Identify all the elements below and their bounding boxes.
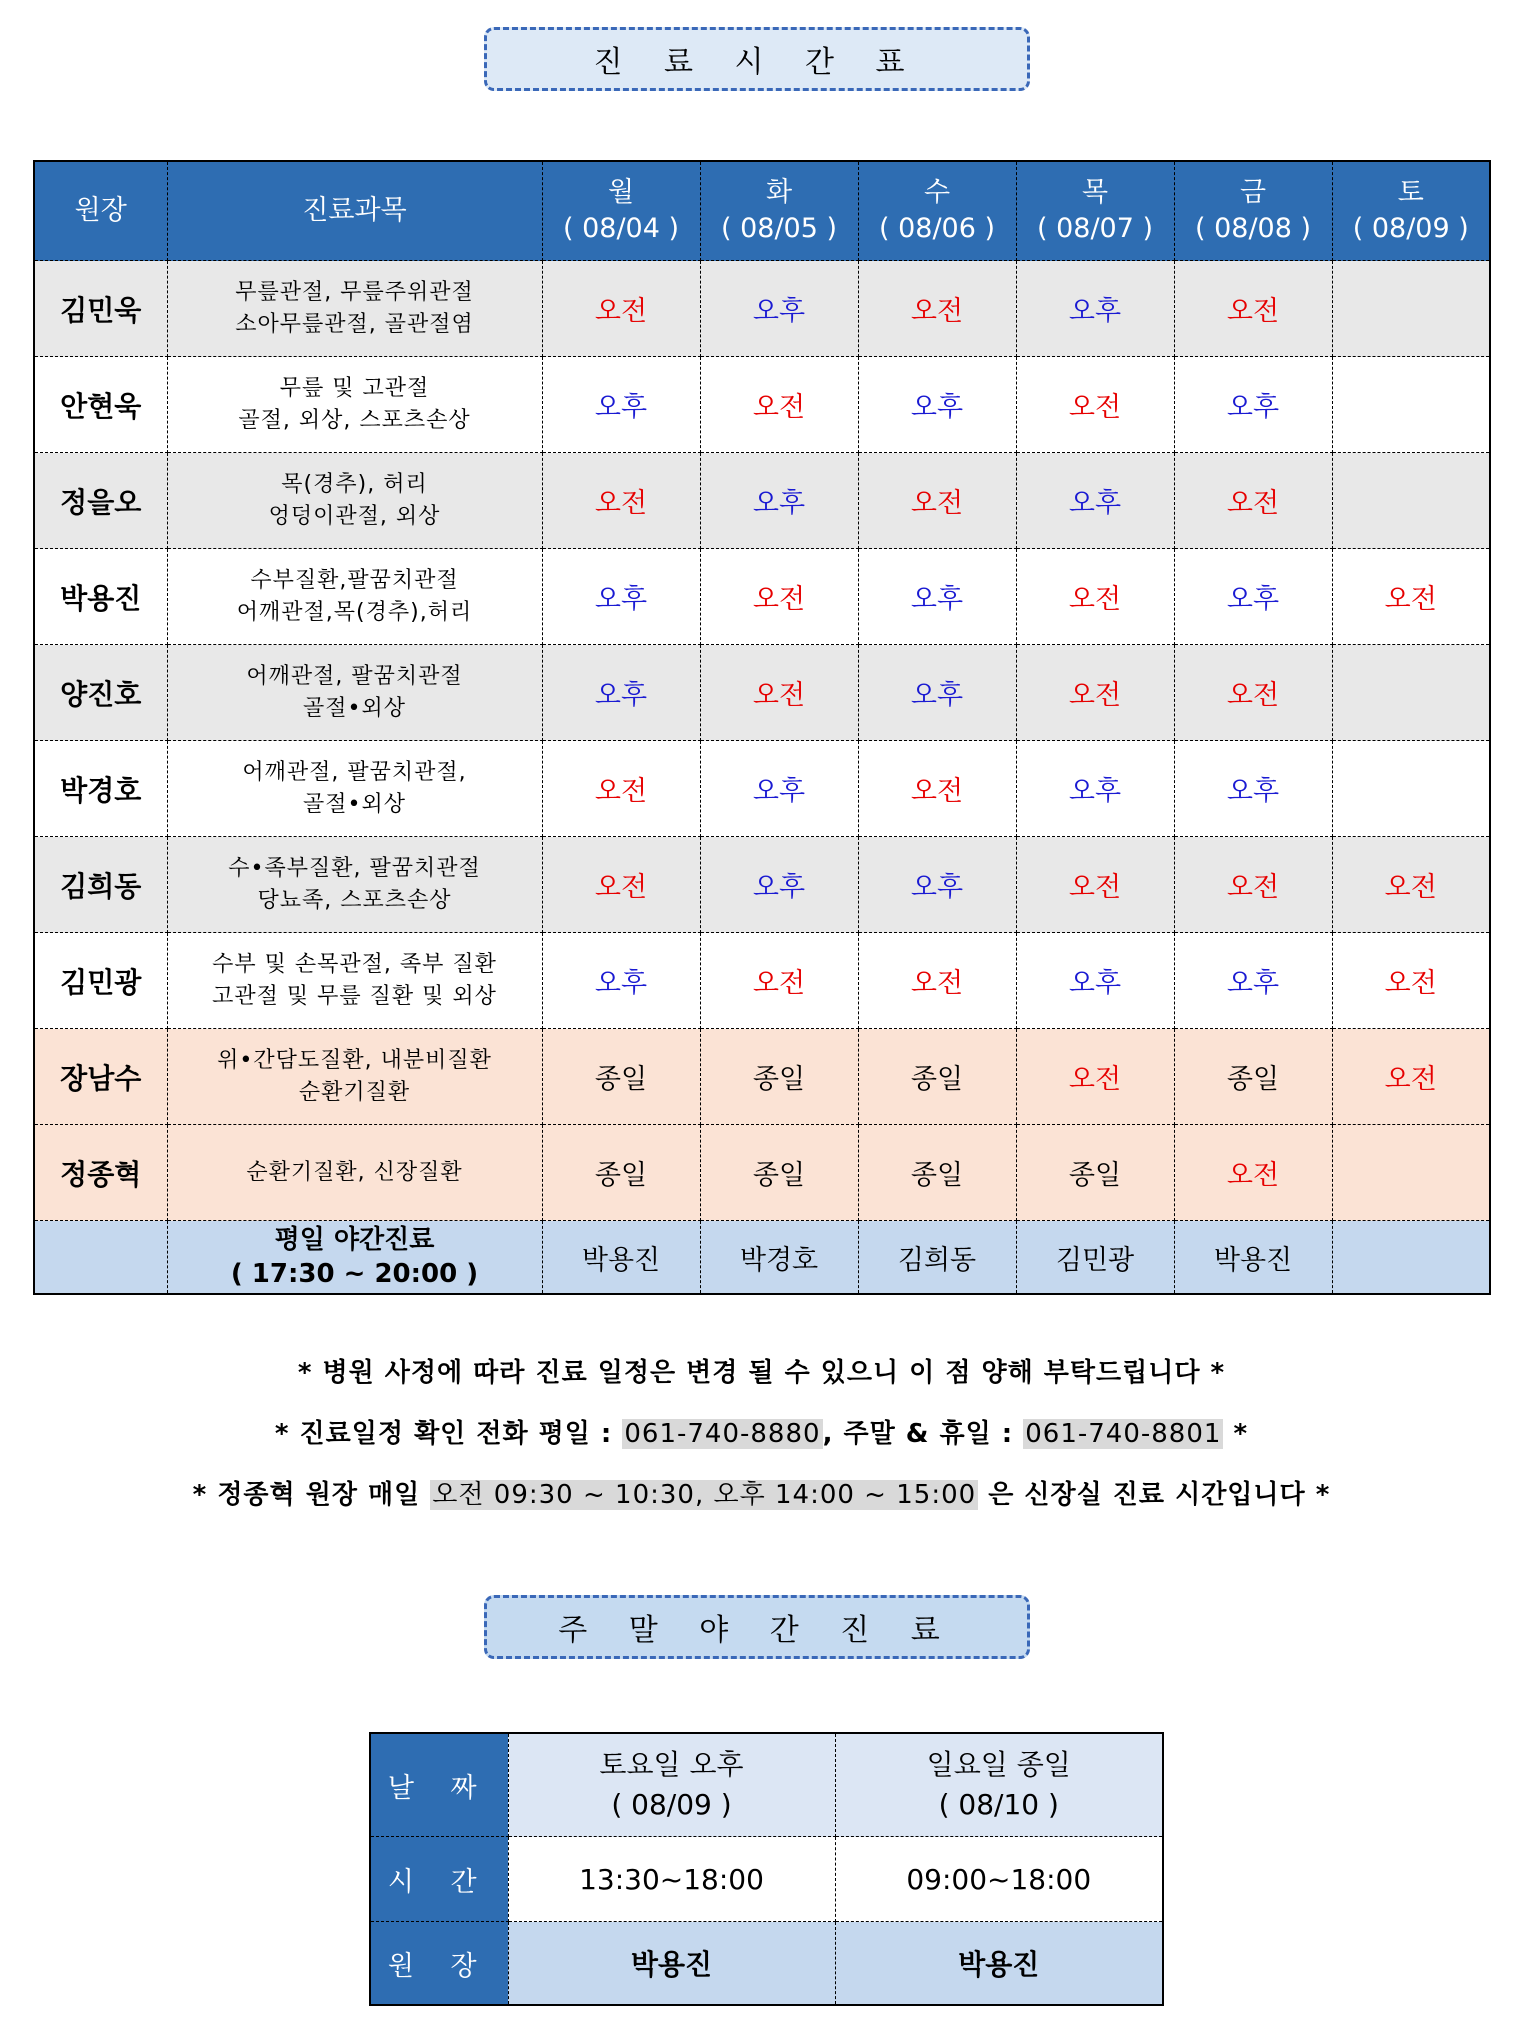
schedule-slot: 오전 [1332, 837, 1490, 933]
night-doctor: 박용진 [542, 1221, 700, 1295]
doctor-row [34, 357, 1490, 453]
weekend-sun-date: 일요일 종일 ( 08/10 ) [835, 1733, 1163, 1837]
header-day: 토 ( 08/09 ) [1332, 161, 1490, 261]
weekend-director-row [370, 1922, 1163, 2006]
doctor-name: 박용진 [34, 549, 167, 645]
schedule-slot: 오후 [858, 837, 1016, 933]
schedule-slot: 종일 [700, 1029, 858, 1125]
schedule-slot: 오전 [700, 357, 858, 453]
night-row [34, 1221, 1490, 1295]
doctor-subject: 순환기질환, 신장질환 [167, 1125, 542, 1221]
doctor-subject: 어깨관절, 팔꿈치관절 골절•외상 [167, 645, 542, 741]
night-label: 평일 야간진료 ( 17:30 ~ 20:00 ) [167, 1221, 542, 1295]
schedule-slot: 오전 [1016, 549, 1174, 645]
schedule-slot: 오후 [1016, 741, 1174, 837]
note-schedule-change: * 병원 사정에 따라 진료 일정은 변경 될 수 있으니 이 점 양해 부탁드립니다 * [297, 1358, 1226, 1388]
doctor-name: 정종혁 [34, 1125, 167, 1221]
header-day: 목 ( 08/07 ) [1016, 161, 1174, 261]
doctor-name: 장남수 [34, 1029, 167, 1125]
night-empty [34, 1221, 167, 1295]
weekend-sat-date: 토요일 오후 ( 08/09 ) [508, 1733, 835, 1837]
schedule-slot: 오후 [542, 645, 700, 741]
schedule-slot: 오전 [542, 453, 700, 549]
schedule-slot: 오전 [858, 933, 1016, 1029]
night-doctor: 박용진 [1174, 1221, 1332, 1295]
phone-weekday: 061-740-8880 [624, 1419, 821, 1449]
night-doctor: 김희동 [858, 1221, 1016, 1295]
doctor-row [34, 933, 1490, 1029]
weekend-date-label: 날 짜 [370, 1733, 508, 1837]
schedule-slot: 종일 [1174, 1029, 1332, 1125]
schedule-slot: 종일 [542, 1029, 700, 1125]
schedule-slot: 오후 [700, 453, 858, 549]
weekend-title: 주 말 야 간 진 료 [484, 1595, 1030, 1659]
schedule-slot: 오전 [1332, 933, 1490, 1029]
doctor-subject: 위•간담도질환, 내분비질환 순환기질환 [167, 1029, 542, 1125]
schedule-slot: 오후 [858, 357, 1016, 453]
schedule-slot: 오후 [700, 261, 858, 357]
doctor-subject: 무릎 및 고관절 골절, 외상, 스포츠손상 [167, 357, 542, 453]
weekend-time-row [370, 1837, 1163, 1922]
weekend-sun-doctor: 박용진 [835, 1922, 1163, 2006]
weekend-sat-doctor: 박용진 [508, 1922, 835, 2006]
header-day: 금 ( 08/08 ) [1174, 161, 1332, 261]
schedule-slot: 오전 [1332, 549, 1490, 645]
doctor-row [34, 453, 1490, 549]
schedule-slot: 오전 [542, 741, 700, 837]
note-kidney-hours: * 정종혁 원장 매일 오전 09:30 ~ 10:30, 오후 14:00 ~ 15:00 은 신장실 진료 시간입니다 * [192, 1480, 1331, 1510]
schedule-slot: 오전 [700, 549, 858, 645]
kidney-hours: 오전 09:30 ~ 10:30, 오후 14:00 ~ 15:00 [432, 1480, 977, 1510]
schedule-slot: 오후 [1016, 453, 1174, 549]
weekend-sat-time: 13:30~18:00 [508, 1837, 835, 1922]
doctor-name: 김민광 [34, 933, 167, 1029]
schedule-slot [1332, 261, 1490, 357]
schedule-slot: 종일 [700, 1125, 858, 1221]
header-day: 화 ( 08/05 ) [700, 161, 858, 261]
schedule-slot: 오전 [858, 261, 1016, 357]
doctor-name: 김희동 [34, 837, 167, 933]
schedule-slot: 오후 [542, 933, 700, 1029]
schedule-slot: 종일 [858, 1029, 1016, 1125]
schedule-slot: 오후 [858, 645, 1016, 741]
schedule-slot: 오전 [700, 645, 858, 741]
schedule-slot: 오전 [1016, 357, 1174, 453]
doctor-name: 김민욱 [34, 261, 167, 357]
schedule-slot [1332, 453, 1490, 549]
schedule-slot: 오전 [1174, 1125, 1332, 1221]
schedule-slot: 오후 [700, 837, 858, 933]
doctor-name: 박경호 [34, 741, 167, 837]
doctor-subject: 수부질환,팔꿈치관절 어깨관절,목(경추),허리 [167, 549, 542, 645]
doctor-subject: 무릎관절, 무릎주위관절 소아무릎관절, 골관절염 [167, 261, 542, 357]
doctor-row [34, 261, 1490, 357]
doctor-subject: 수부 및 손목관절, 족부 질환 고관절 및 무릎 질환 및 외상 [167, 933, 542, 1029]
weekend-table [369, 1732, 1164, 2006]
schedule-slot: 종일 [858, 1125, 1016, 1221]
doctor-subject: 수•족부질환, 팔꿈치관절 당뇨족, 스포츠손상 [167, 837, 542, 933]
weekend-sun-time: 09:00~18:00 [835, 1837, 1163, 1922]
schedule-slot: 오후 [1174, 933, 1332, 1029]
schedule-slot [1332, 357, 1490, 453]
schedule-slot: 오전 [1016, 837, 1174, 933]
doctor-row [34, 837, 1490, 933]
header-subject: 진료과목 [167, 161, 542, 261]
weekend-director-label: 원 장 [370, 1922, 508, 2006]
schedule-slot: 오후 [1174, 741, 1332, 837]
schedule-slot: 오전 [1174, 453, 1332, 549]
schedule-slot: 오전 [858, 453, 1016, 549]
header-director: 원장 [34, 161, 167, 261]
schedule-slot [1332, 1125, 1490, 1221]
schedule-slot: 오전 [700, 933, 858, 1029]
schedule-slot: 오후 [1016, 261, 1174, 357]
schedule-slot: 오후 [1174, 357, 1332, 453]
weekend-time-label: 시 간 [370, 1837, 508, 1922]
schedule-slot: 오후 [700, 741, 858, 837]
doctor-name: 정을오 [34, 453, 167, 549]
schedule-slot: 오전 [858, 741, 1016, 837]
weekend-date-row [370, 1733, 1163, 1837]
schedule-slot: 오전 [1174, 645, 1332, 741]
doctor-name: 양진호 [34, 645, 167, 741]
schedule-slot: 오전 [1332, 1029, 1490, 1125]
schedule-slot: 오후 [1016, 933, 1174, 1029]
doctor-row [34, 549, 1490, 645]
schedule-slot: 오전 [1174, 261, 1332, 357]
doctor-subject: 목(경추), 허리 엉덩이관절, 외상 [167, 453, 542, 549]
schedule-slot: 오전 [542, 261, 700, 357]
schedule-title: 진 료 시 간 표 [484, 27, 1030, 91]
schedule-slot: 종일 [1016, 1125, 1174, 1221]
doctor-row [34, 741, 1490, 837]
header-row [34, 161, 1490, 261]
night-doctor: 김민광 [1016, 1221, 1174, 1295]
night-doctor [1332, 1221, 1490, 1295]
schedule-slot: 오전 [1174, 837, 1332, 933]
phone-weekend: 061-740-8801 [1025, 1419, 1222, 1449]
schedule-slot: 오전 [1016, 645, 1174, 741]
schedule-slot [1332, 741, 1490, 837]
header-day: 수 ( 08/06 ) [858, 161, 1016, 261]
schedule-slot: 종일 [542, 1125, 700, 1221]
schedule-table [33, 160, 1491, 1295]
schedule-slot [1332, 645, 1490, 741]
schedule-slot: 오전 [1016, 1029, 1174, 1125]
note-phone: * 진료일정 확인 전화 평일 : 061-740-8880, 주말 & 휴일 : 061-740-8801 * [274, 1419, 1249, 1449]
schedule-slot: 오후 [542, 357, 700, 453]
doctor-row [34, 1029, 1490, 1125]
night-doctor: 박경호 [700, 1221, 858, 1295]
schedule-slot: 오후 [1174, 549, 1332, 645]
schedule-slot: 오전 [542, 837, 700, 933]
doctor-row [34, 1125, 1490, 1221]
header-day: 월 ( 08/04 ) [542, 161, 700, 261]
doctor-row [34, 645, 1490, 741]
doctor-name: 안현욱 [34, 357, 167, 453]
doctor-subject: 어깨관절, 팔꿈치관절, 골절•외상 [167, 741, 542, 837]
schedule-slot: 오후 [858, 549, 1016, 645]
schedule-slot: 오후 [542, 549, 700, 645]
